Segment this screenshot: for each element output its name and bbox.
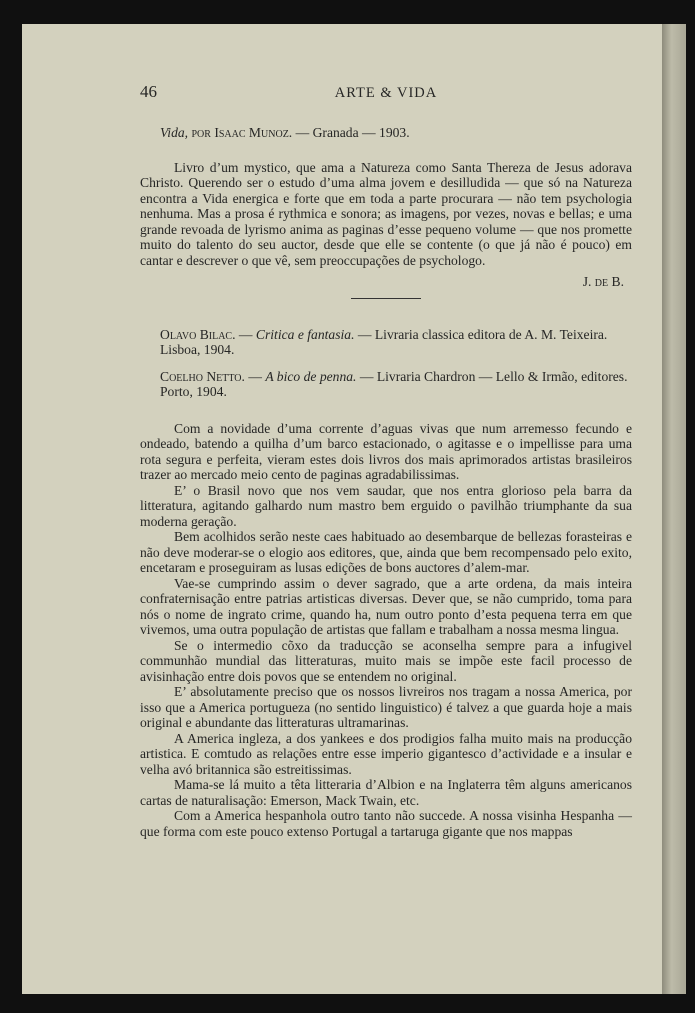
body-paragraph: Com a novidade d’uma corrente d’aguas vivas que num arremesso fecundo e ondeado, batendo a quilha d’um barco estacionado, o agitasse e o impellisse para uma rota segura e perfeita, vieram estes dois livros dos mais aprimorados artistas brasileiros trazer ao mercado meio cento de paginas agradabilissimas. (140, 420, 632, 482)
body-paragraph: E’ o Brasil novo que nos vem saudar, que nos entra glorioso pela barra da litteratura, agitando galhardo num mastro bem erguido o pavilhão triumphante da sua moderna geração. (140, 482, 632, 529)
body-paragraph: A America ingleza, a dos yankees e dos prodigios falha muito mais na producção artistica. E comtudo as relações entre esse imperio gigantesco d’actividade e a insular e velha avó britannica são estreitissimas. (140, 730, 632, 777)
body-paragraph: E’ absolutamente preciso que os nossos livreiros nos tragam a nossa America, por isso que a America portugueza (no sentido linguistico) é talvez a que guarda hoje a mais original e abundante das litteraturas ultramarinas. (140, 684, 632, 730)
spacer (140, 411, 632, 421)
running-title: ARTE & VIDA (334, 85, 438, 101)
body-paragraph: Bem acolhidos serão neste caes habituado ao desembarque de bellezas forasteiras e não deve moderar-se o elogio aos editores, que, ainda que bem recompensado pelo exito, encetaram e proseguiram as lusas edições de bons auctores d’alem-mar. (140, 529, 632, 575)
page-content (140, 84, 632, 839)
bib-publisher: — Livraria Chardron — Lello & Irmão, editores. Porto, 1904. (160, 368, 628, 399)
section-divider (351, 298, 421, 299)
bibliography-entry (160, 369, 632, 400)
bib-author: Coelho Netto. (160, 368, 245, 384)
review-book-title: Vida, (160, 125, 189, 140)
bib-author: Olavo Bilac. (160, 326, 236, 342)
body-paragraph: Vae-se cumprindo assim o dever sagrado, que a arte ordena, da mais inteira confraternisação entre patrias artisticas diversas. Dever que, se não cumprido, toma para nós o nome de ingrato crime, quando ha, num outro ponto d’esta pequena terra em que vivemos, uma outra população de artistas que fallam e trabalham a nossa mesma lingua. (140, 575, 632, 637)
bib-publisher: — Livraria classica editora de A. M. Teixeira. Lisboa, 1904. (160, 326, 608, 357)
bib-dash: — (238, 326, 253, 342)
bib-title: Critica e fantasia. (255, 326, 355, 342)
running-header (140, 84, 632, 106)
bib-dash: — (248, 368, 262, 384)
review-signature: J. de B. (582, 274, 624, 289)
review-heading (160, 125, 632, 141)
body-paragraph: Com a America hespanhola outro tanto não succede. A nossa visinha Hespanha — que forma com este pouco extenso Portugal a tartaruga gigante que nos mappas (140, 808, 632, 839)
bib-title: A bico de penna. (265, 368, 357, 384)
body-paragraph: Mama-se lá muito a têta litteraria d’Albion e na Inglaterra têm alguns americanos cartas de naturalisação: Emerson, Mack Twain, etc. (140, 777, 632, 808)
review-book-author: por Isaac Munoz. — (191, 125, 310, 140)
review-text: Livro d’um mystico, que ama a Natureza como Santa Thereza de Jesus adorava Christo. Querendo ser o estudo d’uma alma jovem e desilludida — que só na Natureza encontra a Vida energica e forte que em toda a parte procurara — não tem psychologia nenhuma. Mas a prosa é rythmica e sonora; as imagens, por vezes, novas e bellas; e uma grande revoada de lyrismo anima as paginas d’esse pequeno volume — que nos promette muito do talento do seu auctor, desde que elle se contente (o que já não é pouco) em cantar e descrever o que vê, sem preoccupações de psychologo. (140, 159, 632, 268)
body-paragraph: Se o intermedio cõxo da traducção se aconselha sempre para a infugivel communhão mundial das litteraturas, muito mais se impõe este facil processo de avisinhação entre dois povos que se entendem no original. (140, 637, 632, 684)
bibliography-entry (160, 327, 632, 358)
review-book-place: Granada — 1903. (312, 125, 410, 140)
book-spine (662, 24, 686, 994)
page-number: 46 (140, 82, 157, 101)
